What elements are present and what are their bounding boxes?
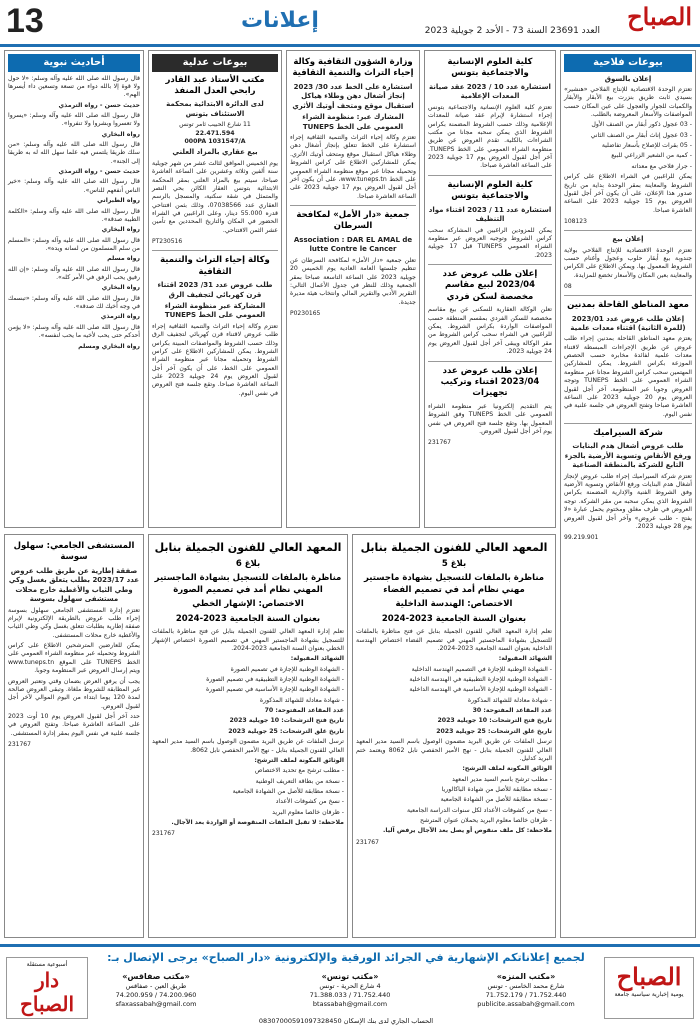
logo-text: الصباح xyxy=(627,2,692,31)
list-item: - 03 عجول ذكور أبقار من الصنف الأول xyxy=(591,121,692,129)
divider xyxy=(428,361,552,362)
office-address: شارع محمد الخامس - تونس xyxy=(487,982,565,991)
hadith-source: رواه البخاري xyxy=(101,130,140,138)
places-count: عدد المقاعد المفتوحة: 30 xyxy=(472,707,552,715)
ad-ref: 231767 xyxy=(152,830,175,838)
column-header: بيوعات عدلية xyxy=(152,54,278,72)
divider xyxy=(564,423,692,424)
list-item: - شهادة معادلة للشهائد المذكورة xyxy=(259,696,344,704)
ad-note: ملاحظة: كل ملف منقوص أو يصل بعد الآجال يرفض آليا. xyxy=(383,827,552,835)
ad-subtitle: الاختصاص: الإشهار الخطي xyxy=(192,599,304,610)
ad-subtitle: بلاغ 6 xyxy=(235,558,261,569)
conditions-label: الشهائد المقبولة: xyxy=(498,655,552,663)
ad-title: وزارة الشؤون الثقافية وكالة إحياء التراث والتنمية الثقافية xyxy=(292,57,414,79)
divider xyxy=(290,205,416,206)
hadith-source: رواه الطبراني xyxy=(97,197,140,205)
list-item: - الشهادة الوطنية للإجازة الأساسية في تصميم الصورة xyxy=(205,686,344,694)
column-consultations xyxy=(424,50,556,528)
list-item: - نسخ من كشوفات الأعداد لكل سنوات الدراسة الجامعية xyxy=(406,806,552,814)
ad-subtitle: بلاغ 5 xyxy=(441,558,467,569)
hadith-text: قال رسول الله صلى الله عليه وآله وسلم: «من سلك طريقا يلتمس فيه علما سهل الله له به طريقا إلى الجنة». xyxy=(8,141,140,165)
ad-subtitle: استشارة عدد 10 / 2023 عقد صيانة المعدات الإعلامية xyxy=(429,82,551,101)
ad-subtitle: مناظرة بالملفات للتسجيل بشهادة الماجستير المهني نظام أمد في تصميم الصورة xyxy=(154,573,342,595)
ad-paragraph: يوم الخميس الموافق لثالث عشر من شهر جويلية سنة ألفين وثلاثة وعشرين على الساعة العاشرة صباحا، سيتم بيع بالمزاد العلني بمقر المحكمة الابتدائية بتونس العقار الكائن بحي النصر والمتمثل في شقة سكنية، والمسجل بالرسم العقاري عدد 07038566، وذلك بثمن افتتاحي قدره 55.000 دينار، وعلى الراغبين في الشراء الحضور في المكان والتاريخ المحددين مع تأمين عشر الثمن الافتتاحي. xyxy=(152,159,278,234)
ad-subtitle: بيع عقاري بالمزاد العلني xyxy=(172,148,258,157)
ad-ref: P0230165 xyxy=(290,309,321,317)
ad-paragraph: تعلن الوكالة العقارية للسكنى عن بيع مقاسم مخصصة للسكن الفردي بمقسم المنطقة حسب المواصفات الواردة بكراس الشروط. يمكن للراغبين في الشراء سحب كراس الشروط من مقر الوكالة ويبقى آخر أجل لقبول العروض يوم 24 جويلية 2023. xyxy=(428,306,552,356)
list-item: - نسخ من كشوفات الأعداد xyxy=(275,798,344,806)
office-sfax xyxy=(96,971,216,1009)
list-item: - الشهادة الوطنية للإجازة الأساسية في الهندسة الداخلية xyxy=(409,686,552,694)
ad-ref: 231767 xyxy=(8,741,31,749)
hadith-text: قال رسول الله صلى الله عليه وآله وسلم: «لا يؤمن أحدكم حتى يحب لأخيه ما يحب لنفسه». xyxy=(8,323,140,340)
ad-subtitle: طلب عروض أشغال هدم البنايات ورفع الأنقاض وتسوية الأرضية بالجزء التابع للشركة بالمنطقة الصناعية xyxy=(564,442,692,470)
ad-title: المستشفى الجامعي: سهلول سوسة xyxy=(13,541,135,563)
files-label: الوثائق المكونة لملف الترشح: xyxy=(254,756,344,764)
page-number: 13 xyxy=(6,2,44,40)
page-header xyxy=(0,0,700,47)
hadith-text: قال رسول الله صلى الله عليه وآله وسلم: «إن الله رفيق يحب الرفق في الأمر كله». xyxy=(8,265,140,282)
ad-paragraph: تعتزم وكالة إحياء التراث والتنمية الثقافية إجراء استشارة على الخط تتعلق بإنجاز أشغال دهن وطلاء هياكل استقبال موقع ومتحف أوتيك الأثري. يمكن للمشاركين الاطلاع على كراس الشروط وتحميله مجانا عبر موقع منظومة الشراء العمومي على الخط www.tuneps.tn، على أن يكون آخر أجل لقبول العروض يوم 17 جويلية 2023 على الساعة العاشرة صباحا. xyxy=(290,134,416,200)
hadith-source: رواه البخاري xyxy=(101,226,140,234)
close-date: تاريخ غلق الترشحات: 25 جويلية 2023 xyxy=(228,727,344,735)
issue-line: العدد 23691 السنة 73 - الأحد 2 جويلية 2023 xyxy=(424,26,600,36)
ad-title: وكالة إحياء التراث والتنمية الثقافية xyxy=(160,255,270,277)
ad-fine-arts-notice-5 xyxy=(352,534,556,938)
list-item: - الشهادة الوطنية للإجازة التطبيقية في الهندسة الداخلية xyxy=(409,675,552,683)
hadith-text: قال رسول الله صلى الله عليه وآله وسلم: «الكلمة الطيبة صدقة». xyxy=(8,207,140,223)
ad-ref: 108123 xyxy=(564,217,587,225)
divider xyxy=(152,250,278,251)
hadith-source: رواه البخاري ومسلم xyxy=(78,342,140,350)
list-item: - مطلب ترشح باسم السيد مدير المعهد xyxy=(452,775,552,783)
ad-subtitle: لدى الدائرة الابتدائية بمحكمة الاستئناف بتونس xyxy=(166,100,264,118)
ad-ref: 08 xyxy=(564,282,572,290)
ad-paragraph: تعتزم إدارة المستشفى الجامعي سهلول بسوسة إجراء طلب عروض بالطريقة الإلكترونية لإبرام صفقة إطارية بطلبات تتعلق بغسل وكي وطي الثياب والأغطية خارج محلات المستشفى. xyxy=(8,606,140,639)
footer-logo-left xyxy=(6,957,88,1019)
ad-paragraph: يمكن للمزودين الراغبين في المشاركة سحب كراس الشروط وتوجيه العروض عبر منظومة الشراء العمومي TUNEPS قبل 17 جويلية 2023. xyxy=(428,226,552,259)
office-email[interactable]: publicite.assabah@gmail.com xyxy=(477,1000,575,1009)
ad-ref: 99.219.901 xyxy=(564,534,599,542)
column-heritage xyxy=(286,50,420,528)
column-hadiths xyxy=(4,50,144,528)
ad-subtitle: استشارة على الخط عدد 30/ 2023 إنجاز أشغال دهن وطلاء هياكل استقبال موقع ومتحف أوتيك الأثري xyxy=(292,82,414,110)
column-agricultural-sales xyxy=(560,50,696,938)
list-item: - ظرفان خالصا معلوم البريد xyxy=(272,808,344,816)
hadith-source: رواه البخاري xyxy=(101,284,140,292)
list-item: - نسخة مطابقة للأصل من شهادة الباكالوريا xyxy=(441,785,552,793)
footer-banner: لجميع إعلاناتكم الإشهارية في الجرائد الورقية والإلكترونية «دار الصباح» يرجى الإتصال بـ: xyxy=(107,951,585,964)
hadith-source: رواه الترمذي xyxy=(100,313,140,321)
places-count: عدد المقاعد المفتوحة: 70 xyxy=(264,707,344,715)
list-item: - 03 عجول إناث أبقار من الصنف الثاني xyxy=(590,131,692,139)
ad-hospital-tender xyxy=(4,534,144,938)
ad-subtitle: صفقة إطارية عن طريق طلب عروض عدد 2023/17 بطلب يتعلق بغسل وكي وطي الثياب والأغطية خارج محلات مستشفى سهلول بسوسة xyxy=(8,566,140,604)
page-footer xyxy=(0,944,700,1031)
notice-label: إعلان بالسوق xyxy=(604,74,652,83)
office-email[interactable]: btassabah@gmail.com xyxy=(312,1000,388,1009)
list-item: - الشهادة الوطنية للإجازة في تصميم الصورة xyxy=(230,665,344,673)
list-item: - ظرفان خالصا معلوم البريد يحملان عنوان المترشح xyxy=(420,817,552,825)
ad-subtitle: Association : DAR EL AMAL de lutte Contre le Cancer xyxy=(293,235,413,254)
ad-title: كلية العلوم الإنسانية والاجتماعية بتونس xyxy=(447,179,533,202)
conditions-label: الشهائد المقبولة: xyxy=(290,655,344,663)
ad-subtitle: بعنوان السنة الجامعية 2023-2024 xyxy=(175,613,321,624)
ad-subtitle: بعنوان السنة الجامعية 2023-2024 xyxy=(381,613,527,624)
list-item: - جرار فلاحي مع معداته xyxy=(631,162,692,170)
files-label: الوثائق المكونة لملف الترشح: xyxy=(462,765,552,773)
list-item: - مطلب ترشح مع تحديد الاختصاص xyxy=(254,767,344,775)
column-header: بيوعات فلاحية xyxy=(564,54,692,72)
hadith-text: قال رسول الله صلى الله عليه وآله وسلم: «خير الناس أنفعهم للناس». xyxy=(8,178,140,194)
open-date: تاريخ فتح الترشحات: 10 جويلية 2023 xyxy=(437,717,552,725)
ad-subtitle: استشارة عدد 11 / 2023 اقتناء مواد التنظيف xyxy=(428,205,552,224)
office-title: «مكتب تونس» xyxy=(321,972,379,981)
section-title: إعلانات xyxy=(241,8,319,33)
list-item: - شهادة معادلة للشهائد المذكورة xyxy=(467,696,552,704)
ad-subtitle: المشارك عبر: منظومة الشراء العمومي على الخط TUNEPS xyxy=(302,113,404,131)
ad-paragraph: يمكن للراغبين في الشراء الاطلاع على كراس الشروط والمعاينة بمقر الوحدة بداية من تاريخ صدور هذا الإعلان، على أن يكون آخر أجل لقبول العروض يوم 15 جويلية 2023 على الساعة العاشرة صباحا. xyxy=(564,173,692,214)
column-judicial-sales xyxy=(148,50,282,528)
hadith-text: قال رسول الله صلى الله عليه وآله وسلم: «يسروا ولا تعسروا وبشروا ولا تنفروا». xyxy=(8,111,140,128)
office-tunis xyxy=(290,971,410,1009)
notice-label: إعلان بيع xyxy=(612,235,644,244)
office-menzah xyxy=(466,971,586,1009)
ad-subtitle: الاختصاص: الهندسة الداخلية xyxy=(395,599,513,610)
ad-paragraph: تعلم إدارة المعهد العالي للفنون الجميلة بنابل عن فتح مناظرة بالملفات للتسجيل بشهادة الماجستير المهني في تصميم الصورة اختصاص الإشهار الخطي بعنوان السنة الجامعية 2023-2024. xyxy=(152,628,344,652)
ad-ref: 231767 xyxy=(356,838,379,846)
ad-title: شركة السيراميك xyxy=(593,427,663,438)
ad-title: كلية العلوم الإنسانية والاجتماعية بتونس xyxy=(447,57,533,79)
ad-code: 000PA 1031547/A xyxy=(184,138,246,146)
ad-paragraph: تعلم إدارة المعهد العالي للفنون الجميلة بنابل عن فتح مناظرة بالملفات للتسجيل بشهادة الماجستير المهني في تصميم الفضاء اختصاص الهندسة الداخلية بعنوان السنة الجامعية 2023-2024. xyxy=(356,628,552,652)
ad-subtitle: المشاركة عبر منظومة الشراء العمومي على الخط TUNEPS xyxy=(164,301,266,320)
ad-paragraph: يتم التقديم إلكترونيا عبر منظومة الشراء العمومي على الخط TUNEPS وفق الشروط المعمول بها. وتقع جلسة فتح العروض في نفس يوم آخر أجل لقبول العروض. xyxy=(428,402,553,435)
ad-paragraph: ترسل الملفات عن طريق البريد مضمون الوصول باسم السيد مدير المعهد العالي للفنون الجميلة بنابل - نهج الأمير الحفصي نابل 8062. xyxy=(152,738,344,754)
ad-title: إعلان طلب عروض عدد 2023/04 لبيع مقاسم مخصصة لسكن فردي xyxy=(442,268,538,302)
office-address: طريق العين - صفاقس xyxy=(125,982,187,991)
divider xyxy=(564,295,692,296)
list-item: - كمية من الشعير الزراعي للبيع xyxy=(611,152,692,160)
ad-paragraph: تعتزم شركة السيراميك إجراء طلب عروض لإنجاز أشغال هدم البنايات ورفع الأنقاض وتسوية الأرضية وفق الشروط الفنية والإدارية المضمنة بكراس الشروط الذي يمكن سحبه من مقر الشركة. توجه العروض في ظرف مغلق ومختوم يحمل عبارة «لا يفتح - طلب عروض» وآخر أجل لقبول العروض يوم 28 جويلية 2023. xyxy=(564,472,692,530)
newspaper-logo xyxy=(610,2,692,42)
office-phone: 74.200.959 / 74.200.960 xyxy=(115,991,197,1000)
ad-paragraph: تعلن جمعية «دار الأمل» لمكافحة السرطان عن تنظيم جلستها العامة العادية يوم الخميس 20 جويلية 2023 على الساعة التاسعة صباحا بمقر الجمعية وذلك للنظر في جدول الأعمال التالي: التقرير الأدبي والتقرير المالي وانتخاب هيئة مديرة جديدة. xyxy=(290,256,416,306)
footer-logo-right xyxy=(604,957,694,1019)
hadith-text: قال رسول الله صلى الله عليه وآله وسلم: «المسلم من سلم المسلمون من لسانه ويده». xyxy=(8,236,140,252)
divider xyxy=(428,264,552,265)
footer-logo-text: الصباح xyxy=(616,962,682,991)
ad-paragraph: ترسل الملفات عن طريق البريد مضمون الوصول باسم السيد مدير المعهد العالي للفنون الجميلة بنابل - نهج الأمير الحفصي نابل 8062 ويعتمد ختم البريد كدليل. xyxy=(356,738,552,762)
ad-phone: 22.471.594 xyxy=(195,129,235,137)
ad-paragraph: تعتزم الوحدة الاقتصادية للإنتاج الفلاحي «هنشير» بسيدي ثابت طريق بنزرت بيع الأبقار والأبقار والكميات للجوار والعجول على عين المكان حسب المواصفات والأسعار المعروضة بالطلب. xyxy=(564,85,692,119)
hadith-text: قال رسول الله صلى الله عليه وآله وسلم: «لا حول ولا قوة إلا بالله دواء من تسعة وتسعين داء أيسرها الهم». xyxy=(8,74,140,99)
list-item: - نسخة مطابقة للأصل من الشهادة الجامعية xyxy=(440,796,552,804)
ad-note: ملاحظة: لا تقبل الملفات المنقوصة أو الواردة بعد الآجال. xyxy=(171,819,344,827)
ad-paragraph: تعتزم كلية العلوم الإنسانية والاجتماعية بتونس إجراء استشارة لإبرام عقد صيانة للمعدات الإعلامية وذلك حسب الشروط المضمنة بكراس الشروط الذي يمكن سحبه مجانا من مكتب الشراءات بالكلية. تقدم العروض عن طريق منظومة الشراء العمومي على الخط TUNEPS. آخر أجل لقبول العروض يوم 17 جويلية 2023 على الساعة العاشرة صباحا. xyxy=(428,103,552,170)
hadith-source: حديث حسن - رواه الترمذي xyxy=(58,168,140,176)
ad-title: جمعية «دار الأمل» لمكافحة السرطان xyxy=(296,210,410,232)
footer-logo-text: دار الصباح xyxy=(19,968,75,1016)
close-date: تاريخ غلق الترشحات: 25 جويلية 2023 xyxy=(436,727,552,735)
list-item: - 05 بقرات للإصلاح بأسعار تفاضلية xyxy=(601,142,692,150)
ad-address: 11 شارع الحبيب ثامر تونس xyxy=(179,121,251,129)
hadith-source: رواه مسلم xyxy=(107,255,140,263)
ad-ref: 231767 xyxy=(428,439,451,447)
ad-paragraph: يمكن للعارضين المترشحين الاطلاع على كراس الشروط وتحميله عبر منظومة الشراء العمومي على الخط TUNEPS على الموقع www.tuneps.tn ويتم إرسال العروض عبر المنظومة وجوبا. xyxy=(8,642,140,675)
ad-paragraph: يجب أن يرفق العرض بضمان وقتي وتعتبر العروض غير المطابقة للشروط ملغاة. وتبقى العروض صالحة لمدة 120 يوما ابتداء من اليوم الموالي لآخر أجل لقبول العروض. xyxy=(8,677,141,710)
ad-paragraph: تعتزم الوحدة الاقتصادية للإنتاج الفلاحي بولاية جندوبة بيع أبقار حلوب وعجول وأغنام حسب الشروط المعمول بها. ويمكن الاطلاع على الكراس والمعاينة بعين المكان والأسعار تخضع للمزايدة. xyxy=(564,246,692,279)
ad-title: المعهد العالي للفنون الجميلة بنابل xyxy=(360,541,548,554)
footer-logo-tagline: يومية إخبارية سياسية جامعة xyxy=(614,991,684,998)
office-email[interactable]: sfaxassabah@gmail.com xyxy=(115,1000,197,1009)
open-date: تاريخ فتح الترشحات: 10 جويلية 2023 xyxy=(229,717,344,725)
office-title: «مكتب المنزه» xyxy=(496,972,556,981)
divider xyxy=(428,175,552,176)
office-phone: 71.752.179 / 71.752.440 xyxy=(485,991,567,1000)
bank-account: الحساب الجاري لدى بنك الإسكان 08307000591097328450 xyxy=(258,1017,434,1025)
ad-subtitle: إعلان طلب عروض عدد 2023/01 (للمرة الثانية) اقتناء معدات علمية xyxy=(570,314,686,332)
office-address: 4 شارع الحرية - تونس xyxy=(319,982,381,991)
ad-title: إعلان طلب عروض عدد 2023/04 اقتناء وتركيب تجهيزات xyxy=(440,365,540,399)
list-item: - الشهادة الوطنية للإجازة في التصميم الهندسة الداخلية xyxy=(411,665,552,673)
ad-title: المعهد العالي للفنون الجميلة بنابل xyxy=(154,541,342,554)
footer-logo-tagline: أسبوعية مستقلة xyxy=(26,961,68,968)
ad-title: مكتب الأستاذ عبد القادر رابحي العدل المنفذ xyxy=(165,74,265,96)
hadith-text: قال رسول الله صلى الله عليه وآله وسلم: «تبسمك في وجه أخيك لك صدقة». xyxy=(8,294,140,311)
column-header: أحاديث نبوية xyxy=(8,54,140,72)
divider xyxy=(564,230,692,231)
ad-paragraph: تعتزم وكالة إحياء التراث والتنمية الثقافية إجراء طلب عروض لاقتناء قرن كهربائي لتجفيف الرق وذلك حسب الشروط والمواصفات المبينة بكراس الشروط. يمكن للمشاركين الاطلاع على كراس الشروط وتحميله مجانا عبر منظومة الشراء العمومي على الخط، على أن يكون آخر أجل لقبول العروض يوم 24 جويلية 2023 على الساعة العاشرة صباحا. وتقع جلسة فتح العروض في نفس اليوم. xyxy=(152,322,278,397)
list-item: - نسخة من بطاقة التعريف الوطنية xyxy=(255,777,344,785)
ad-fine-arts-notice-6 xyxy=(148,534,348,938)
ad-subtitle: طلب عروض عدد 31/ 2023 اقتناء قرن كهربائي لتجفيف الرق xyxy=(157,281,273,299)
list-item: - الشهادة الوطنية للإجازة التطبيقية في تصميم الصورة xyxy=(206,675,344,683)
ad-paragraph: يعتزم معهد المناطق القاحلة بمدنين إجراء طلب عروض عن طريق الإجراءات المبسطة لاقتناء معدات علمية لفائدة مخابره حسب الحصص الموزعة بكراس الشروط. يمكن للمشاركين المهتمين سحب كراس الشروط مجانا عبر منظومة الشراء العمومي على الخط TUNEPS وتوجه العروض وجوبا عبر المنظومة. آخر أجل لقبول العروض يوم 20 جويلية 2023 على الساعة العاشرة صباحا وتفتح العروض في جلسة علنية في نفس اليوم. xyxy=(564,335,692,418)
ad-subtitle: مناظرة بالملفات للتسجيل بشهادة ماجستير مهني نظام أمد في تصميم الفضاء xyxy=(363,573,545,595)
ad-paragraph: حدد آخر أجل لقبول العروض يوم 10 أوت 2023 على الساعة العاشرة صباحا. وتفتح العروض في جلسة علنية في نفس اليوم بمقر إدارة المستشفى. xyxy=(8,713,140,737)
office-phone: 71.388.033 / 71.752.440 xyxy=(309,991,391,1000)
ad-title: معهد المناطق القاحلة بمدنين xyxy=(567,300,689,311)
list-item: - نسخة مطابقة للأصل من الشهادة الجامعية xyxy=(232,787,344,795)
ad-ref: PT230516 xyxy=(152,238,183,246)
hadith-source: حديث حسن - رواه الترمذي xyxy=(58,101,140,109)
office-title: «مكتب صفاقس» xyxy=(122,972,190,981)
